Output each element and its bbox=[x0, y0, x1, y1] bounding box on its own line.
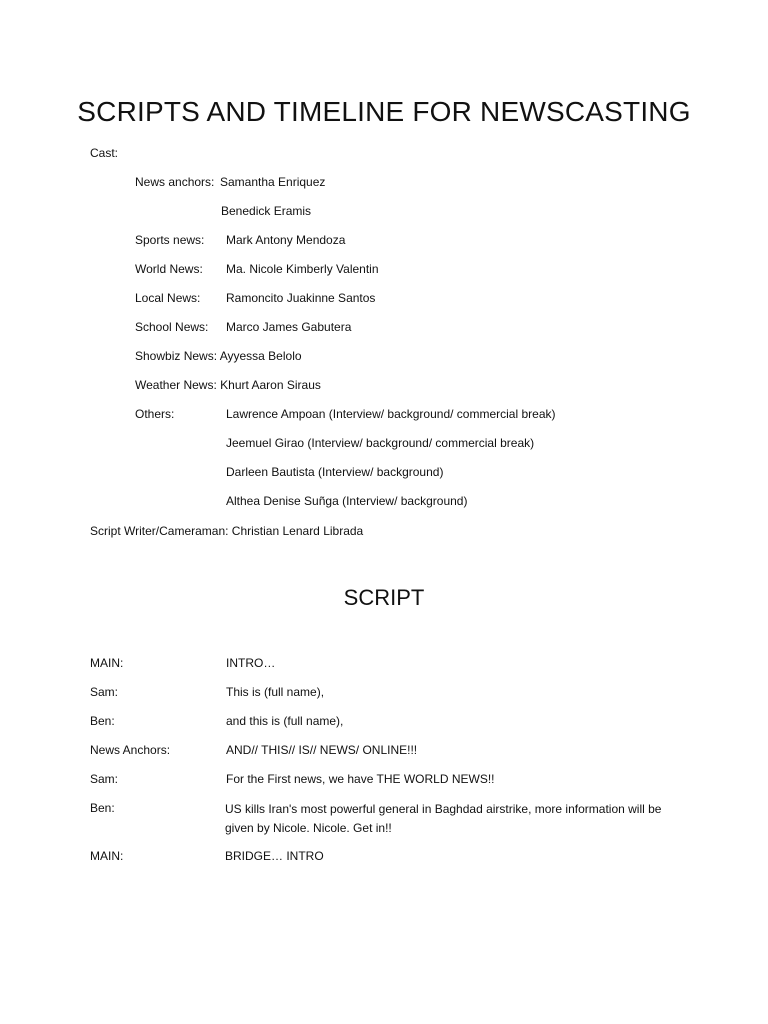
others-item: Lawrence Ampoan (Interview/ background/ commercial break) bbox=[226, 407, 556, 421]
cast-showbiz: Showbiz News: Ayyessa Belolo bbox=[135, 349, 302, 363]
news-anchor-1: Samantha Enriquez bbox=[220, 175, 326, 189]
script-speaker: MAIN: bbox=[90, 656, 124, 670]
cast-role-world: World News: bbox=[135, 262, 203, 276]
news-anchors-label: News anchors: bbox=[135, 175, 215, 189]
cast-name-local: Ramoncito Juakinne Santos bbox=[226, 291, 376, 305]
others-item: Darleen Bautista (Interview/ background) bbox=[226, 465, 444, 479]
script-line: AND// THIS// IS// NEWS/ ONLINE!!! bbox=[226, 743, 418, 757]
script-line: This is (full name), bbox=[226, 685, 325, 699]
cast-role-local: Local News: bbox=[135, 291, 201, 305]
cast-name-school: Marco James Gabutera bbox=[226, 320, 352, 334]
cast-name-sports: Mark Antony Mendoza bbox=[226, 233, 346, 247]
script-line: INTRO… bbox=[226, 656, 276, 670]
script-line: BRIDGE… INTRO bbox=[225, 849, 324, 863]
script-speaker: MAIN: bbox=[90, 849, 124, 863]
others-item: Althea Denise Suñga (Interview/ background) bbox=[226, 494, 468, 508]
script-speaker: News Anchors: bbox=[90, 743, 171, 757]
script-speaker: Ben: bbox=[90, 801, 115, 815]
page-title: SCRIPTS AND TIMELINE FOR NEWSCASTING bbox=[77, 96, 691, 127]
script-line: For the First news, we have THE WORLD NEWS!! bbox=[226, 772, 495, 786]
others-label: Others: bbox=[135, 407, 175, 421]
cast-role-sports: Sports news: bbox=[135, 233, 205, 247]
others-item: Jeemuel Girao (Interview/ background/ commercial break) bbox=[226, 436, 535, 450]
script-speaker: Sam: bbox=[90, 685, 119, 699]
script-writer: Script Writer/Cameraman: Christian Lenard Librada bbox=[90, 524, 364, 538]
news-anchor-2: Benedick Eramis bbox=[221, 204, 312, 218]
cast-name-world: Ma. Nicole Kimberly Valentin bbox=[226, 262, 379, 276]
script-speaker: Sam: bbox=[90, 772, 119, 786]
cast-label: Cast: bbox=[90, 146, 119, 160]
script-speaker: Ben: bbox=[90, 714, 115, 728]
cast-role-school: School News: bbox=[135, 320, 209, 334]
cast-weather: Weather News: Khurt Aaron Siraus bbox=[135, 378, 321, 392]
script-line: US kills Iran's most powerful general in Baghdad airstrike, more information will be given by Nicole. Nicole. Get in!! bbox=[225, 802, 662, 835]
script-line: and this is (full name), bbox=[226, 714, 344, 728]
script-heading: SCRIPT bbox=[343, 585, 425, 610]
